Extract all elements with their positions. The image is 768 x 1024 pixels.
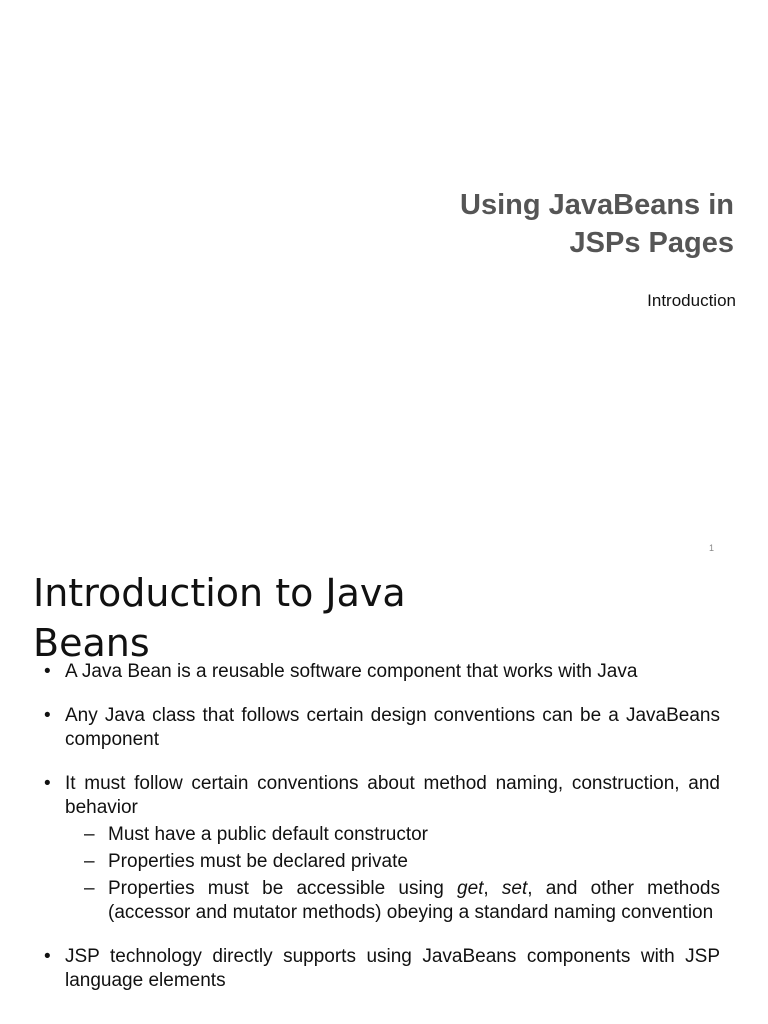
content-slide: [0, 560, 768, 1024]
get-keyword: get: [457, 878, 484, 899]
slide-title: [460, 186, 734, 262]
sub-bullet-text-pre: Properties must be accessible using: [108, 878, 457, 899]
sub-bullet-text-post: , and other methods (accessor and mutator methods) obeying a standard naming convention: [108, 878, 721, 923]
sub-bullet-item: [65, 850, 720, 874]
content-slide-title: [33, 568, 453, 668]
slide-subtitle: Introduction: [647, 291, 736, 310]
sub-bullet-item: [65, 823, 720, 847]
page-number: 1: [709, 543, 715, 553]
content-title-line-1: Introduction to Java: [33, 571, 406, 615]
content-title-line-2: Beans: [33, 621, 150, 665]
bullet-text: A Java Bean is a reusable software component that works with Java: [65, 661, 638, 682]
slide-title-line-1: Using JavaBeans in: [460, 189, 734, 221]
bullet-item: [44, 704, 720, 752]
sub-bullet-list: [65, 823, 720, 925]
slide-title-line-2: JSPs Pages: [569, 227, 734, 259]
sub-bullet-text: Properties must be declared private: [108, 851, 408, 872]
bullet-item: [44, 945, 720, 993]
sub-bullet-item: [65, 877, 720, 925]
bullet-item: [44, 772, 720, 925]
set-keyword: set: [501, 878, 528, 899]
bullet-text: Any Java class that follows certain design conventions can be a JavaBeans component: [65, 705, 720, 750]
bullet-list: [44, 660, 720, 1013]
sub-bullet-text-mid: ,: [483, 878, 502, 899]
bullet-item: [44, 660, 720, 684]
bullet-text: JSP technology directly supports using JavaBeans components with JSP language elements: [65, 946, 720, 991]
sub-bullet-text: Must have a public default constructor: [108, 824, 429, 845]
bullet-text: It must follow certain conventions about method naming, construction, and behavior: [65, 773, 720, 818]
